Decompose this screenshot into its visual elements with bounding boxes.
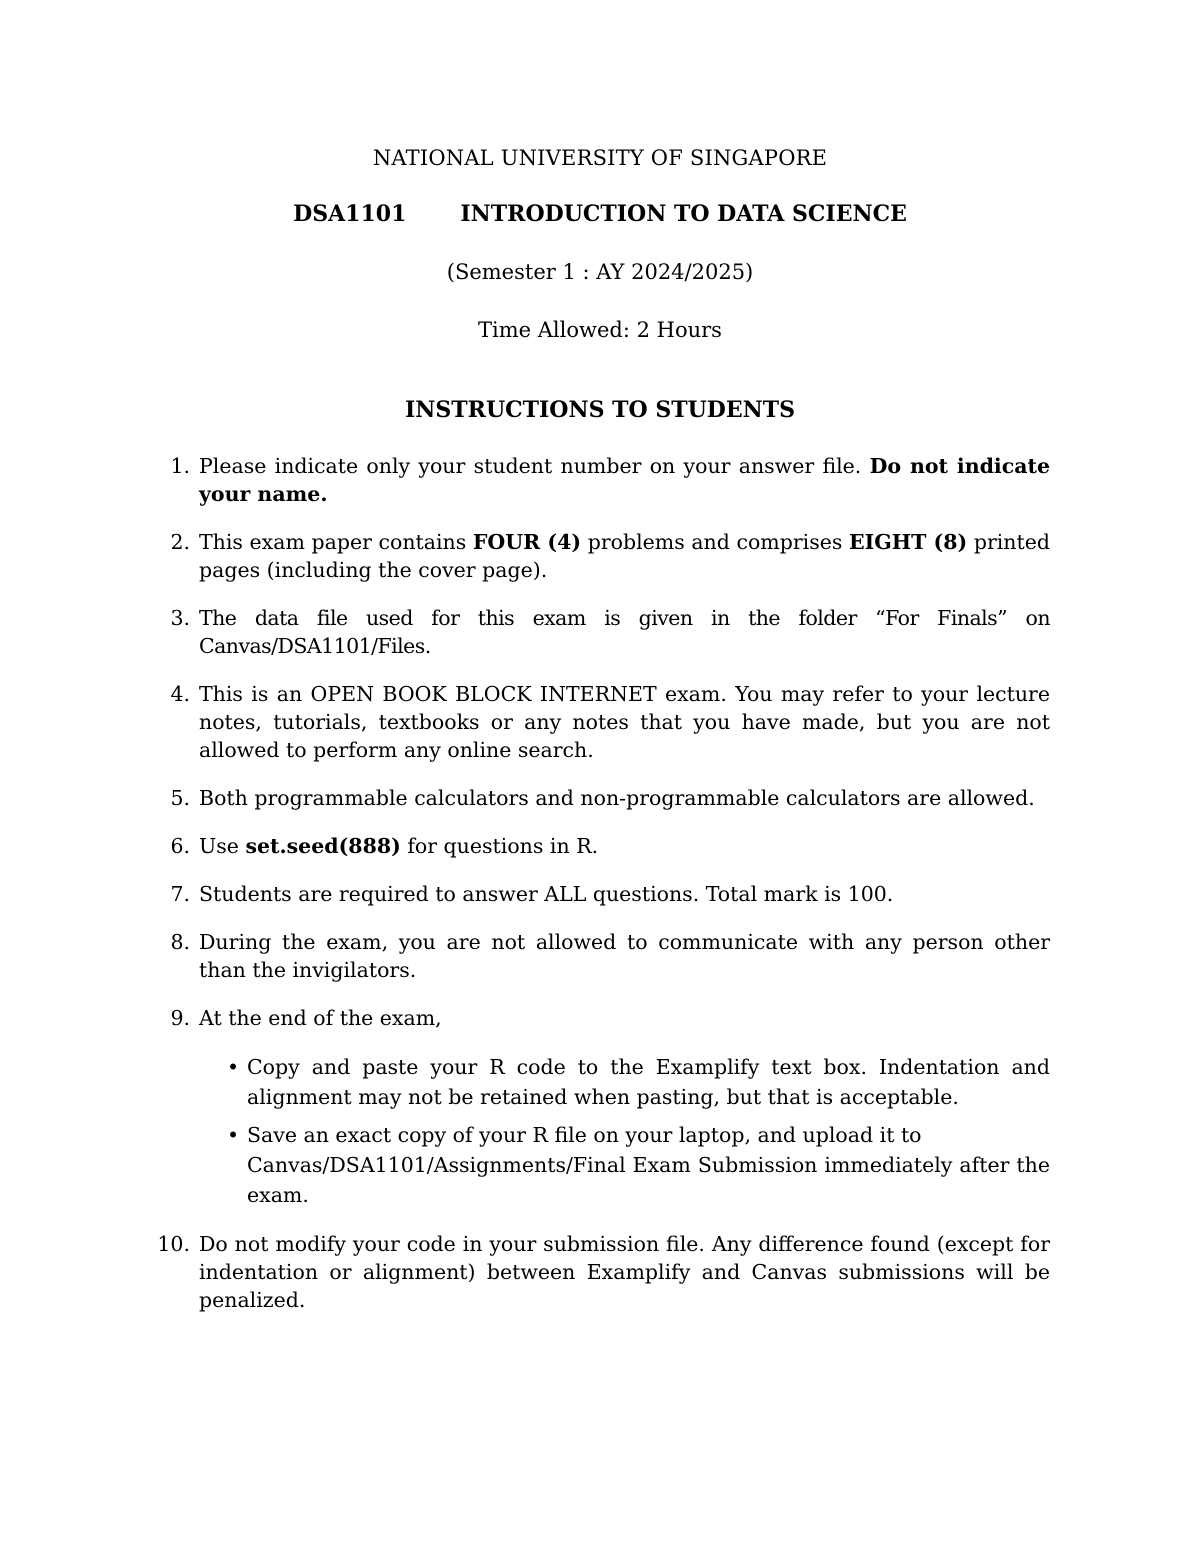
item-text: for questions in R. [400,834,599,858]
item-text: printed pages (including the cover page). [199,530,1050,582]
instructions-title: INSTRUCTIONS TO STUDENTS [405,397,795,423]
list-item [150,680,1050,764]
list-item [150,832,1050,860]
item-bold-text: FOUR (4) [472,530,582,554]
time-allowed: Time Allowed: 2 Hours [478,318,722,342]
item-text: Do not modify your code in your submission file. Any difference found (except for indentation or alignment) between Examplify and Canvas submissions will be penalized. [199,1232,1050,1312]
item-number: 6. [170,834,190,858]
sub-list [199,1052,1050,1210]
list-item [150,1230,1050,1314]
item-text: Students are required to answer ALL questions. Total mark is 100. [199,882,894,906]
item-number: 8. [170,930,190,954]
sub-list-item [199,1120,1050,1210]
item-number: 4. [170,682,190,706]
sub-item-text: Copy and paste your R code to the Examplify text box. Indentation and alignment may not be retained when pasting, but that is acceptable. [247,1055,1050,1109]
item-text: This is an OPEN BOOK BLOCK INTERNET exam. You may refer to your lecture notes, tutorials, textbooks or any notes that you have made, but you are not allowed to perform any online search. [199,682,1050,762]
item-number: 9. [170,1006,190,1030]
bullet-icon: • [227,1123,240,1147]
item-bold-text: Do not indicate your name. [199,454,1050,506]
item-text: Use [199,834,246,858]
sub-item-text: Canvas/DSA1101/Assignments/Final Exam Submission immediately after the exam. [247,1153,1050,1207]
bullet-icon: • [227,1055,240,1079]
list-item [150,452,1050,508]
course-heading [0,200,1200,228]
item-text: problems and comprises [581,530,849,554]
semester-line: (Semester 1 : AY 2024/2025) [446,260,754,284]
sub-list-item [199,1052,1050,1112]
item-bold-text: EIGHT (8) [848,530,968,554]
item-text: This exam paper contains [199,530,473,554]
sub-item-text: Save an exact copy of your R file on your laptop, and upload it to [247,1123,922,1147]
item-number: 7. [170,882,190,906]
course-title: INTRODUCTION TO DATA SCIENCE [460,201,907,227]
course-code: DSA1101 [293,201,407,227]
item-text: The data file used for this exam is given in the folder “For Finals” on Canvas/DSA1101/Files. [199,606,1050,658]
item-number: 3. [170,606,190,630]
list-item [150,528,1050,584]
list-item [150,1004,1050,1210]
item-text: Both programmable calculators and non-programmable calculators are allowed. [199,786,1035,810]
item-number: 1. [170,454,190,478]
university-name: NATIONAL UNIVERSITY OF SINGAPORE [372,146,828,170]
instructions-list [150,452,1050,1334]
list-item [150,604,1050,660]
item-bold-text: set.seed(888) [245,834,401,858]
item-text: At the end of the exam, [199,1006,442,1030]
item-number: 2. [170,530,190,554]
list-item [150,928,1050,984]
item-number: 10. [157,1232,190,1256]
item-number: 5. [170,786,190,810]
list-item [150,784,1050,812]
item-text: Please indicate only your student number on your answer file. [199,454,870,478]
list-item [150,880,1050,908]
item-text: During the exam, you are not allowed to communicate with any person other than the invigilators. [199,930,1050,982]
